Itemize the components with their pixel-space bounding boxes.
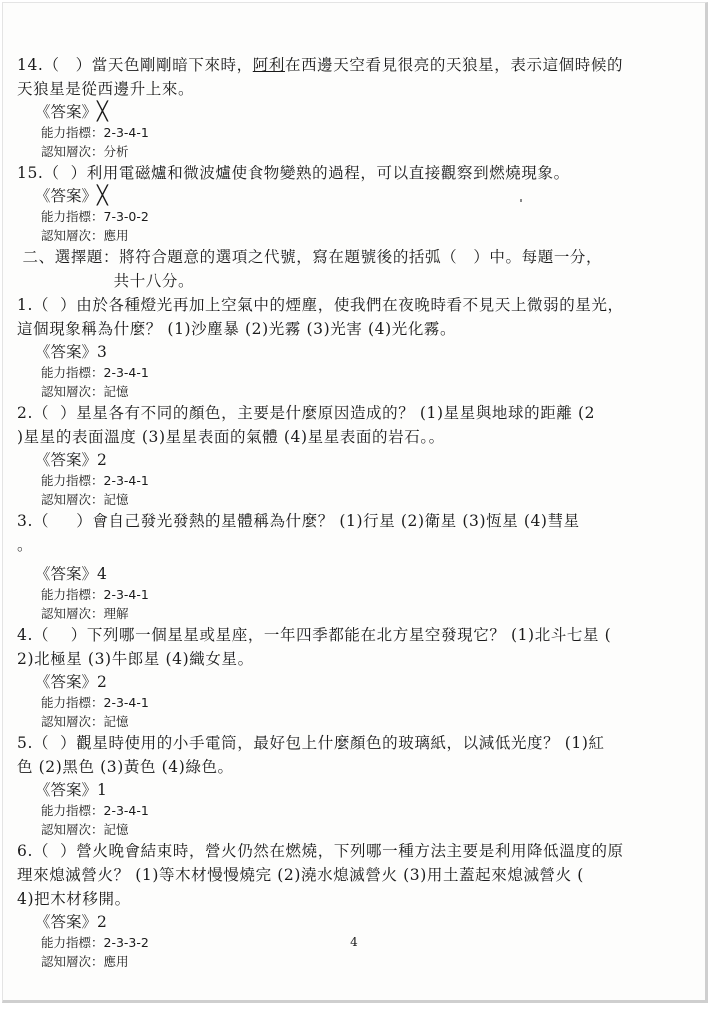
- cognitive-level: 認知層次：分析: [41, 144, 129, 159]
- question-text: 6.（ ）營火晚會結束時，營火仍然在燃燒，下列哪一種方法主要是利用降低溫度的原: [17, 842, 624, 860]
- ability-indicator: 能力指標：7-3-0-2: [41, 209, 149, 224]
- document-page: [2, 2, 708, 1003]
- question-text: 2.（ ）星星各有不同的顏色，主要是什麼原因造成的？ (1)星星與地球的距離 (2: [17, 404, 596, 422]
- question-text-cont: 。: [17, 536, 34, 554]
- cognitive-level: 認知層次：理解: [41, 606, 129, 621]
- question-15: [17, 161, 627, 245]
- question-text-cont: 這個現象稱為什麼？ (1)沙塵暴 (2)光霧 (3)光害 (4)光化霧。: [17, 320, 457, 338]
- answer-line: 《答案》2: [35, 673, 107, 691]
- question-14: [17, 53, 627, 161]
- question-text: 3.（ ）會自己發光發熱的星體稱為什麼？ (1)行星 (2)衛星 (3)恆星 (4)彗星: [17, 512, 580, 530]
- answer-value: 2: [97, 913, 107, 931]
- ability-indicator: 能力指標：2-3-4-1: [41, 473, 149, 488]
- answer-line: 《答案》3: [35, 343, 107, 361]
- answer-value: 2: [97, 451, 107, 469]
- ability-indicator: 能力指標：2-3-4-1: [41, 587, 149, 602]
- mc-question-4: [17, 623, 627, 731]
- mc-question-5: [17, 731, 627, 839]
- section-heading: 二、選擇題：將符合題意的選項之代號，寫在題號後的括弧（ ）中。每題一分，: [17, 248, 603, 266]
- answer-line: 《答案》╳: [35, 101, 108, 122]
- cognitive-level: 認知層次：應用: [41, 954, 129, 969]
- question-text: 15.（ ）利用電磁爐和微波爐使食物變熟的過程，可以直接觀察到燃燒現象。: [17, 164, 570, 182]
- question-text: 5.（ ）觀星時使用的小手電筒，最好包上什麼顏色的玻璃紙，以減低光度？ (1)紅: [17, 734, 605, 752]
- answer-value: 4: [97, 565, 107, 583]
- question-text-cont: 理來熄滅營火？ (1)等木材慢慢燒完 (2)澆水熄滅營火 (3)用土蓋起來熄滅營火 (: [17, 866, 584, 884]
- question-text-cont: 色 (2)黑色 (3)黃色 (4)綠色。: [17, 758, 234, 776]
- person-name: 阿利: [252, 56, 285, 74]
- cognitive-level: 認知層次：應用: [41, 228, 129, 243]
- question-text-cont: 2)北極星 (3)牛郎星 (4)織女星。: [17, 650, 254, 668]
- answer-line: 《答案》1: [35, 781, 107, 799]
- question-text-cont: )星星的表面溫度 (3)星星表面的氣體 (4)星星表面的岩石。。: [17, 428, 445, 446]
- answer-value: 1: [97, 781, 107, 799]
- answer-line: 《答案》╳: [35, 185, 108, 206]
- cognitive-level: 認知層次：記憶: [41, 384, 129, 399]
- answer-value: ╳: [97, 185, 108, 206]
- cognitive-level: 認知層次：記憶: [41, 492, 129, 507]
- answer-value: ╳: [97, 101, 108, 122]
- ability-indicator: 能力指標：2-3-4-1: [41, 695, 149, 710]
- question-text-cont: 4)把木材移開。: [17, 890, 131, 908]
- cognitive-level: 認知層次：記憶: [41, 822, 129, 837]
- mc-question-1: [17, 293, 627, 401]
- mc-question-2: [17, 401, 627, 509]
- question-text: 1.（ ）由於各種燈光再加上空氣中的煙塵，使我們在夜晚時看不見天上微弱的星光，: [17, 296, 624, 314]
- page-number: 4: [350, 935, 358, 949]
- question-text: 4.（ ）下列哪一個星星或星座，一年四季都能在北方星空發現它？ (1)北斗七星 (: [17, 626, 612, 644]
- answer-line: 《答案》4: [35, 565, 107, 583]
- ability-indicator: 能力指標：2-3-4-1: [41, 803, 149, 818]
- answer-line: 《答案》2: [35, 913, 107, 931]
- answer-value: 3: [97, 343, 107, 361]
- exam-content: [17, 53, 627, 971]
- cognitive-level: 認知層次：記憶: [41, 714, 129, 729]
- section-heading-cont: 共十八分。: [17, 272, 195, 290]
- ability-indicator: 能力指標：2-3-4-1: [41, 125, 149, 140]
- question-text-cont: 天狼星是從西邊升上來。: [17, 80, 195, 98]
- ability-indicator: 能力指標：2-3-4-1: [41, 365, 149, 380]
- answer-line: 《答案》2: [35, 451, 107, 469]
- mc-question-3: [17, 509, 627, 623]
- ability-indicator: 能力指標：2-3-3-2: [41, 935, 149, 950]
- answer-value: 2: [97, 673, 107, 691]
- question-text: 14.（ ）當天色剛剛暗下來時，阿利在西邊天空看見很亮的天狼星，表示這個時候的: [17, 56, 624, 74]
- mc-question-6: [17, 839, 627, 971]
